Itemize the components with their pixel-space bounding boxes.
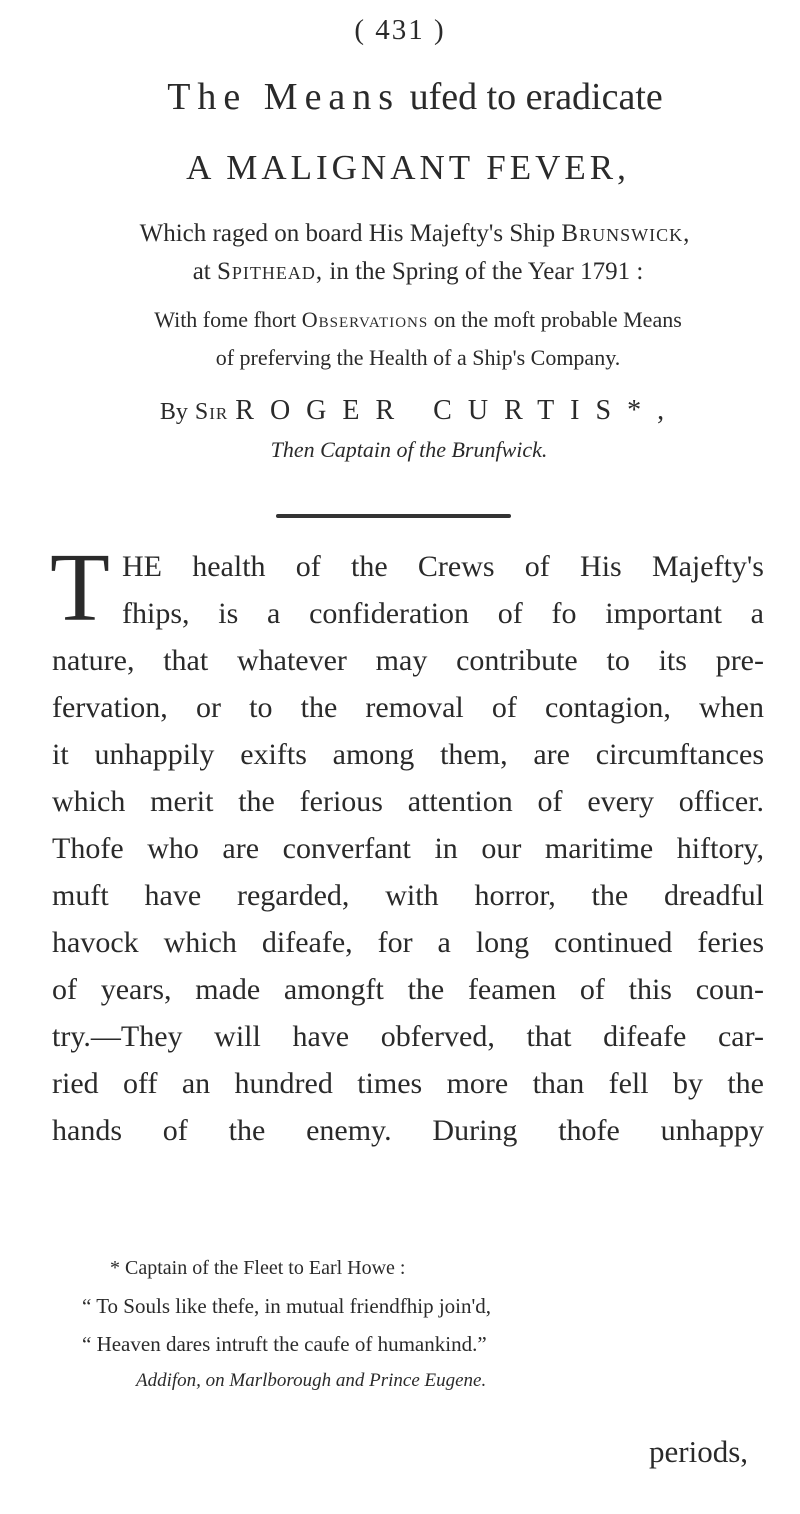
footnote-quote-line: “ Heaven dares intruft the caufe of humankind.”: [82, 1332, 487, 1356]
place-name: Spithead,: [217, 258, 324, 285]
body-line: nature, that whatever may contribute to its pre-: [52, 644, 764, 677]
section-divider: [276, 514, 511, 518]
subtitle-line-1: [0, 220, 800, 248]
catchword: periods,: [649, 1434, 749, 1469]
subtitle-1a: Which raged on board His Majefty's Ship: [139, 220, 556, 247]
page-number: ( 431 ): [354, 14, 446, 46]
observations: Observations: [301, 307, 429, 332]
body-line: ried off an hundred times more than fell by the: [52, 1067, 764, 1100]
author-title: Sir: [194, 399, 229, 425]
body-line: which merit the ferious attention of every officer.: [52, 785, 764, 818]
author-by: By: [159, 399, 188, 425]
body-line: of years, made amongft the feamen of this coun-: [52, 973, 764, 1006]
footnote-attribution: Addifon, on Marlborough and Prince Eugene.: [136, 1370, 487, 1391]
body-line: Thofe who are converfant in our maritime hiftory,: [52, 832, 764, 865]
title-means: The Means: [167, 76, 401, 118]
body-line: try.—They will have obferved, that difeafe car-: [52, 1020, 764, 1053]
author-line: [0, 395, 800, 427]
title-line-1: [0, 75, 800, 119]
author-name: ROGER CURTIS*,: [235, 395, 681, 426]
body-line: hands of the enemy. During thofe unhappy: [52, 1114, 764, 1147]
author-role: Then Captain of the Brunfwick.: [270, 437, 548, 462]
body-line: HE health of the Crews of His Majefty's: [122, 550, 764, 583]
subtitle-line-3: [0, 307, 800, 333]
body-line: fhips, is a confideration of fo important a: [122, 597, 764, 630]
body-paragraph: [50, 534, 764, 1154]
ship-name: Brunswick,: [561, 220, 691, 247]
title-line-2: A MALIGNANT FEVER,: [186, 148, 630, 187]
body-line: havock which difeafe, for a long continued feries: [52, 926, 764, 959]
subtitle-2c: in the Spring of the Year 1791 :: [329, 258, 644, 285]
body-line: muft have regarded, with horror, the dreadful: [52, 879, 764, 912]
subtitle-line-4: of preferving the Health of a Ship's Company.: [215, 345, 621, 370]
title-rest: ufed to eradicate: [409, 76, 663, 118]
body-line: fervation, or to the removal of contagion, when: [52, 691, 764, 724]
footnote-quote-line: “ To Souls like thefe, in mutual friendfhip join'd,: [82, 1294, 492, 1318]
drop-cap: T: [50, 534, 110, 642]
subtitle-2a: at: [192, 258, 211, 285]
body-line: it unhappily exifts among them, are circumftances: [52, 738, 764, 771]
subtitle-3c: on the moft probable Means: [433, 307, 682, 332]
footnote-line: * Captain of the Fleet to Earl Howe :: [110, 1257, 406, 1279]
subtitle-3a: With fome fhort: [154, 307, 297, 332]
subtitle-line-2: [0, 258, 800, 286]
